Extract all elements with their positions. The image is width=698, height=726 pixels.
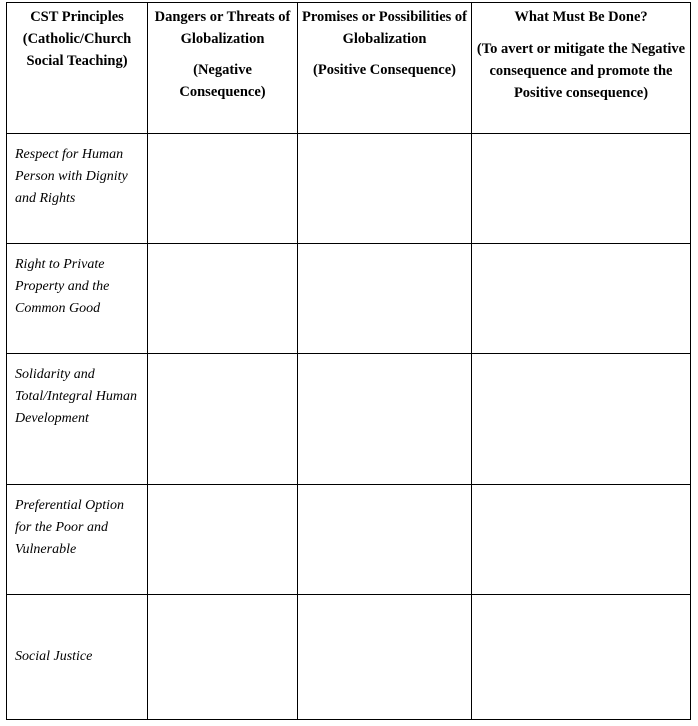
- actions-input-cell[interactable]: [472, 485, 691, 595]
- principle-label: Social Justice: [15, 649, 93, 664]
- actions-input-cell[interactable]: [472, 354, 691, 485]
- principle-label: Preferential Option for the Poor and Vulnerable: [15, 498, 124, 557]
- promises-input-cell[interactable]: [298, 595, 472, 720]
- actions-input-cell[interactable]: [472, 134, 691, 244]
- principle-label: Right to Private Property and the Common Good: [15, 257, 110, 316]
- principle-label-cell: [7, 595, 148, 720]
- table-row: [7, 485, 691, 595]
- table-row: [7, 134, 691, 244]
- dangers-input-cell[interactable]: [148, 134, 298, 244]
- header-cst-principles: [7, 3, 148, 134]
- principle-label: Respect for Human Person with Dignity and Rights: [15, 147, 128, 206]
- header-dangers-subtitle: (Negative Consequence): [179, 62, 266, 100]
- header-dangers-title: Dangers or Threats of Globalization: [154, 9, 291, 47]
- principle-label-cell: [7, 485, 148, 595]
- header-cst-principles-text: CST Principles (Catholic/Church Social Teaching): [22, 9, 132, 69]
- header-promises: [298, 3, 472, 134]
- table-row: [7, 354, 691, 485]
- actions-input-cell[interactable]: [472, 244, 691, 354]
- promises-input-cell[interactable]: [298, 354, 472, 485]
- dangers-input-cell[interactable]: [148, 485, 298, 595]
- principle-label-cell: [7, 244, 148, 354]
- table-row: [7, 595, 691, 720]
- principle-label-cell: [7, 354, 148, 485]
- promises-input-cell[interactable]: [298, 134, 472, 244]
- promises-input-cell[interactable]: [298, 244, 472, 354]
- header-what-must-be-done: [472, 3, 691, 134]
- header-what-must-be-done-title: What Must Be Done?: [514, 9, 648, 25]
- principle-label-cell: [7, 134, 148, 244]
- principle-label: Solidarity and Total/Integral Human Development: [15, 367, 137, 426]
- header-row: [7, 3, 691, 134]
- header-promises-title: Promises or Possibilities of Globalization: [302, 9, 467, 47]
- cst-globalization-worksheet-table: [6, 2, 691, 720]
- header-promises-subtitle: (Positive Consequence): [313, 62, 456, 78]
- header-dangers: [148, 3, 298, 134]
- dangers-input-cell[interactable]: [148, 244, 298, 354]
- promises-input-cell[interactable]: [298, 485, 472, 595]
- header-what-must-be-done-subtitle: (To avert or mitigate the Negative consequence and promote the Positive consequence): [476, 41, 686, 101]
- dangers-input-cell[interactable]: [148, 354, 298, 485]
- table-row: [7, 244, 691, 354]
- actions-input-cell[interactable]: [472, 595, 691, 720]
- dangers-input-cell[interactable]: [148, 595, 298, 720]
